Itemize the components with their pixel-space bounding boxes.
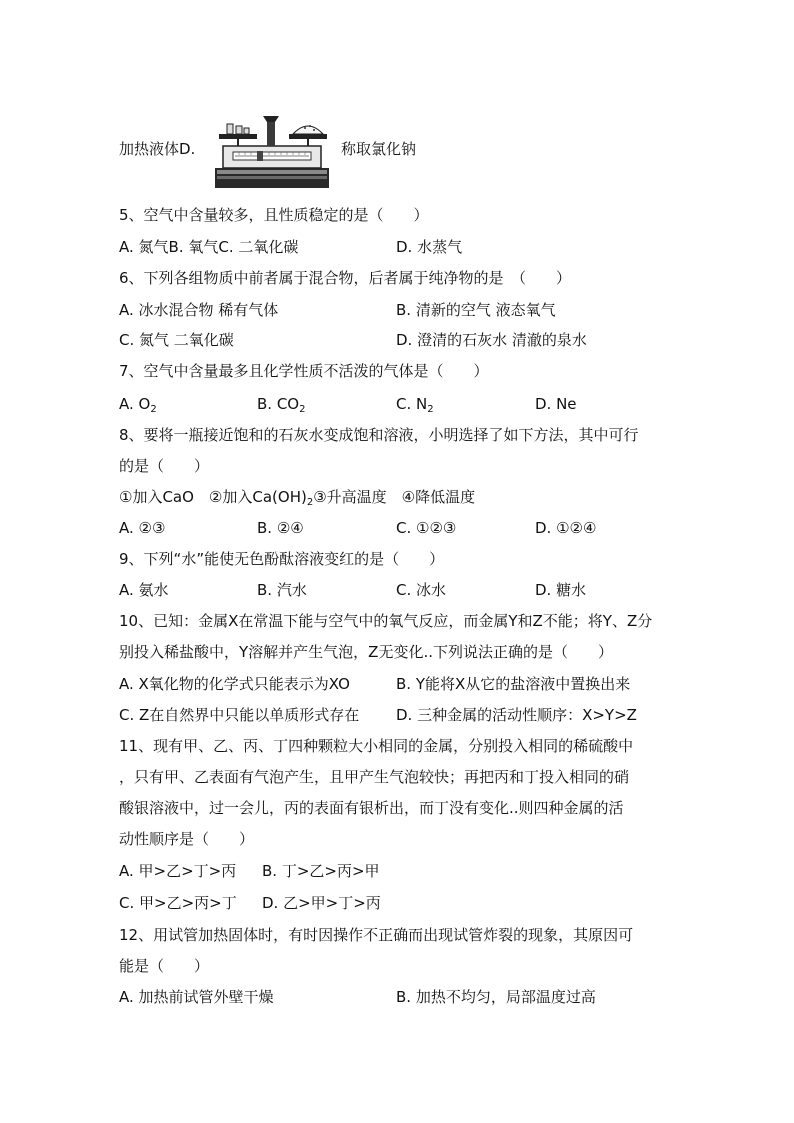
q10-option-c: C. Z在自然界中只能以单质形式存在 [119, 706, 360, 724]
q11-stem-line4: 动性顺序是（ ） [119, 830, 255, 848]
q12-option-b: B. 加热不均匀，局部温度过高 [396, 988, 596, 1006]
q5-option-abc: A. 氮气B. 氧气C. 二氧化碳 [119, 238, 299, 256]
q9-stem: 9、下列“水”能使无色酚酞溶液变红的是（ ） [119, 550, 445, 568]
option-d-text: 称取氯化钠 [341, 140, 417, 158]
q11-stem-line3: 酸银溶液中，过一会儿，丙的表面有银析出，而丁没有变化..则四种金属的活 [119, 799, 624, 817]
q9-option-a: A. 氨水 [119, 581, 169, 599]
q7-option-a: A. $O_2$ [119, 395, 157, 415]
q9-option-c: C. 冰水 [396, 581, 447, 599]
q7-stem: 7、空气中含量最多且化学性质不活泼的气体是（ ） [119, 362, 489, 380]
q10-option-a: A. X氧化物的化学式只能表示为XO [119, 675, 350, 693]
q12-option-a: A. 加热前试管外壁干燥 [119, 988, 274, 1006]
q10-option-d: D. 三种金属的活动性顺序：X>Y>Z [396, 706, 637, 724]
q11-option-d: D. 乙>甲>丁>丙 [262, 894, 381, 912]
q8-methods: ①加入CaO ②加入$Ca(OH)_2③$升高温度 ④降低温度 [119, 488, 476, 508]
q8-option-a: A. ②③ [119, 519, 166, 537]
balance-scale-icon [213, 112, 331, 190]
q8-option-d: D. ①②④ [535, 519, 597, 537]
q8-stem-line2: 的是（ ） [119, 457, 210, 475]
q10-stem-line2: 别投入稀盐酸中，Y溶解并产生气泡，Z无变化..下列说法正确的是（ ） [119, 643, 613, 661]
q11-option-b: B. 丁>乙>丙>甲 [262, 862, 380, 880]
q11-option-c: C. 甲>乙>丙>丁 [119, 894, 237, 912]
q9-option-b: B. 汽水 [257, 581, 307, 599]
q11-stem-line2: ，只有甲、乙表面有气泡产生，且甲产生气泡较快；再把丙和丁投入相同的硝 [119, 768, 630, 786]
q6-stem: 6、下列各组物质中前者属于混合物，后者属于纯净物的是 （ ） [119, 269, 572, 287]
q8-stem-line1: 8、要将一瓶接近饱和的石灰水变成饱和溶液，小明选择了如下方法，其中可行 [119, 426, 639, 444]
q6-option-b: B. 清新的空气 液态氧气 [396, 301, 556, 319]
q7-option-c: C. $N_2$ [396, 395, 434, 415]
q5-stem: 5、空气中含量较多，且性质稳定的是（ ） [119, 206, 429, 224]
q6-option-c: C. 氮气 二氧化碳 [119, 331, 234, 349]
q10-stem-line1: 10、已知：金属X在常温下能与空气中的氧气反应，而金属Y和Z不能；将Y、Z分 [119, 612, 653, 630]
q12-stem-line2: 能是（ ） [119, 957, 210, 975]
q8-option-c: C. ①②③ [396, 519, 457, 537]
q9-option-d: D. 糖水 [535, 581, 587, 599]
q11-stem-line1: 11、现有甲、乙、丙、丁四种颗粒大小相同的金属，分别投入相同的稀硫酸中 [119, 737, 634, 755]
q8-option-b: B. ②④ [257, 519, 304, 537]
q7-option-b: B. $CO_2$ [257, 395, 306, 415]
option-c-text: 加热液体D. [119, 140, 196, 158]
q7-option-d: D. Ne [535, 395, 577, 413]
q11-option-a: A. 甲>乙>丁>丙 [119, 862, 237, 880]
q6-option-d: D. 澄清的石灰水 清澈的泉水 [396, 331, 587, 349]
q12-stem-line1: 12、用试管加热固体时，有时因操作不正确而出现试管炸裂的现象，其原因可 [119, 926, 634, 944]
q10-option-b: B. Y能将X从它的盐溶液中置换出来 [396, 675, 631, 693]
q6-option-a: A. 冰水混合物 稀有气体 [119, 301, 279, 319]
q5-option-d: D. 水蒸气 [396, 238, 463, 256]
